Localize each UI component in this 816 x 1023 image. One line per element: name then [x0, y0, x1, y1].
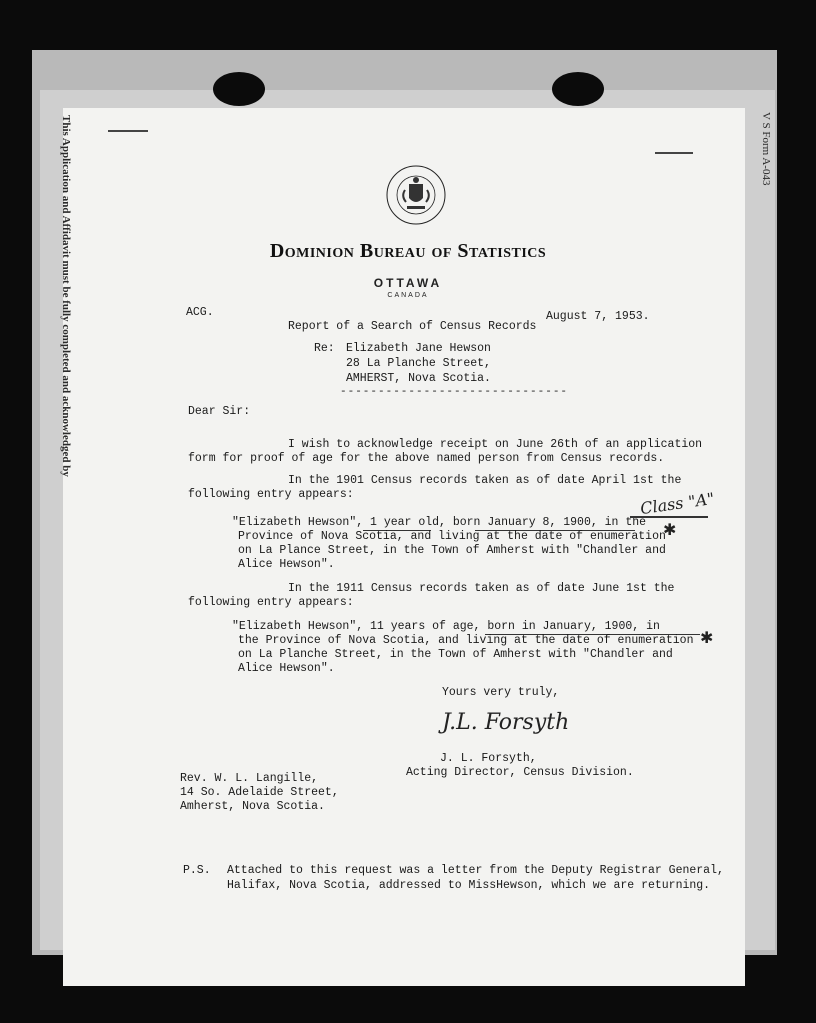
- paragraph-line: In the 1911 Census records taken as of date June 1st the: [288, 582, 675, 595]
- salutation: Dear Sir:: [188, 405, 251, 418]
- re-line: AMHERST, Nova Scotia.: [346, 372, 491, 385]
- ps-line: Attached to this request was a letter from the Deputy Registrar General,: [227, 864, 724, 877]
- entry-line: Province of Nova Scotia, and living at the date of enumeration: [238, 530, 666, 543]
- staple-mark: [655, 152, 693, 154]
- punch-hole-right: [552, 72, 604, 106]
- entry-line: on La Planche Street, in the Town of Amherst with "Chandler and: [238, 648, 673, 661]
- ps-label: P.S.: [183, 864, 211, 877]
- reference-code: ACG.: [186, 306, 214, 319]
- re-line: Elizabeth Jane Hewson: [346, 342, 491, 355]
- asterisk-mark: ✱: [663, 520, 677, 539]
- paragraph-line: In the 1901 Census records taken as of date April 1st the: [288, 474, 682, 487]
- handwritten-class-note: Class "A": [639, 488, 716, 519]
- recipient-line: 14 So. Adelaide Street,: [180, 786, 339, 799]
- handwritten-underline: [630, 516, 708, 518]
- letter-subject: Report of a Search of Census Records: [288, 320, 537, 333]
- entry-line: Alice Hewson".: [238, 558, 335, 571]
- divider-line: ------------------------------: [340, 386, 569, 398]
- letterhead-country: CANADA: [387, 292, 429, 299]
- re-line: 28 La Planche Street,: [346, 357, 491, 370]
- re-label: Re:: [314, 342, 335, 355]
- entry-line: "Elizabeth Hewson", 1 year old, born January 8, 1900, in the: [232, 516, 647, 529]
- paragraph-line: form for proof of age for the above named person from Census records.: [188, 452, 665, 465]
- entry-line: the Province of Nova Scotia, and living at the date of enumeration: [238, 634, 694, 647]
- asterisk-mark: ✱: [700, 628, 714, 647]
- staple-mark: [108, 130, 148, 132]
- paragraph-line: following entry appears:: [188, 488, 354, 501]
- ps-line: Halifax, Nova Scotia, addressed to MissHewson, which we are returning.: [227, 879, 711, 892]
- recipient-line: Amherst, Nova Scotia.: [180, 800, 325, 813]
- closing: Yours very truly,: [442, 686, 560, 699]
- recipient-line: Rev. W. L. Langille,: [180, 772, 319, 785]
- signer-name: J. L. Forsyth,: [440, 752, 537, 765]
- entry-line: on La Plance Street, in the Town of Amherst with "Chandler and: [238, 544, 666, 557]
- punch-hole-left: [213, 72, 265, 106]
- back-form-side-text: This Application and Affidavit must be fully completed and acknowledged by: [60, 115, 72, 477]
- entry-line: "Elizabeth Hewson", 11 years of age, born in January, 1900, in: [232, 620, 660, 633]
- letter-date: August 7, 1953.: [546, 310, 650, 323]
- signer-title: Acting Director, Census Division.: [406, 766, 634, 779]
- coat-of-arms-seal-icon: [385, 162, 447, 232]
- form-number-vertical: V S Form A-043: [760, 112, 772, 186]
- paragraph-line: following entry appears:: [188, 596, 354, 609]
- paragraph-line: I wish to acknowledge receipt on June 26th of an application: [288, 438, 703, 451]
- entry-line: Alice Hewson".: [238, 662, 335, 675]
- signature: J.L. Forsyth: [442, 710, 570, 735]
- letterhead-city: OTTAWA: [373, 276, 443, 290]
- letterhead-title: Dominion Bureau of Statistics: [269, 240, 547, 262]
